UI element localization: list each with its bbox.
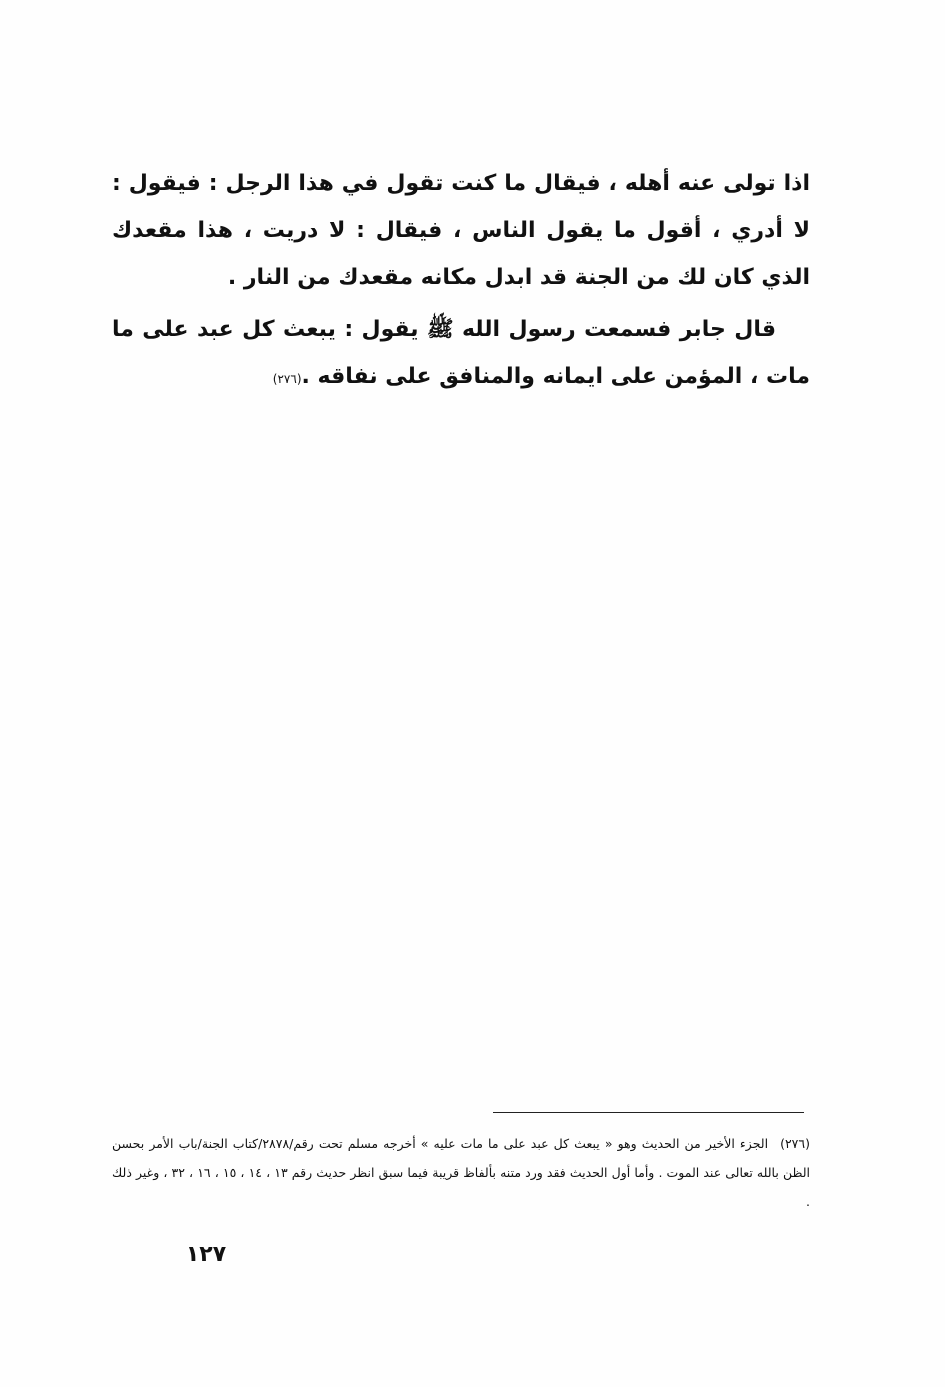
footnote: [112, 1129, 810, 1216]
footnote-separator: [493, 1112, 804, 1113]
footnote-text: الجزء الأخير من الحديث وهو « يبعث كل عبد على ما مات عليه » أخرجه مسلم تحت رقم/٢٨٧٨/كتاب الجنة/باب الأمر بحسن الظن بالله تعالى عند الموت . وأما أول الحديث فقد ورد متنه بألفاظ قريبة فيما سبق انظر حديث رقم ١٣ ، ١٤ ، ١٥ ، ١٦ ، ٣٢ ، وغير ذلك .: [112, 1136, 811, 1209]
footnote-number: (٢٧٦): [780, 1136, 810, 1151]
paragraph-2: [112, 306, 810, 403]
page-number: ١٢٧: [185, 1242, 227, 1267]
paragraph-1: [112, 160, 810, 301]
footnote-reference: (٢٧٦): [272, 372, 302, 386]
paragraph-1-text: اذا تولى عنه أهله ، فيقال ما كنت تقول في هذا الرجل : فيقول : لا أدري ، أقول ما يقول الناس ، فيقال : لا دريت ، هذا مقعدك الذي كان لك من الجنة قد ابدل مكانه مقعدك من النار .: [112, 171, 810, 290]
paragraph-2-text: قال جابر فسمعت رسول الله ﷺ يقول : يبعث كل عبد على ما مات ، المؤمن على ايمانه والمنافق على نفاقه .: [112, 317, 810, 389]
